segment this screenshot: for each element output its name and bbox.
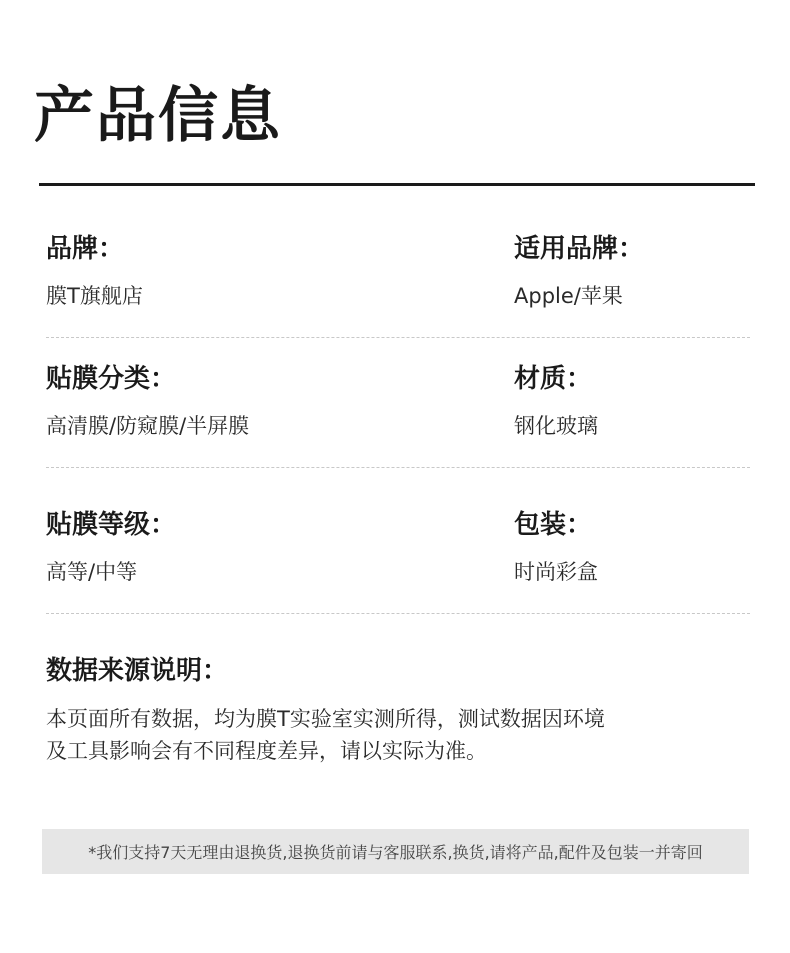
data-source-section: [46, 653, 750, 767]
row-divider: [46, 337, 750, 338]
title-divider: [39, 183, 755, 186]
spec-film-type: [46, 361, 249, 441]
page-title: 产品信息: [34, 81, 282, 151]
spec-value: 钢化玻璃: [514, 414, 598, 438]
data-source-line: 本页面所有数据，均为膜T实验室实测所得，测试数据因环境: [46, 707, 605, 731]
spec-label: 材质：: [514, 364, 593, 394]
row-divider: [46, 613, 750, 614]
spec-value: Apple/苹果: [514, 284, 623, 308]
spec-film-grade: [46, 507, 176, 587]
spec-label: 贴膜等级：: [46, 510, 177, 540]
spec-value: 高等/中等: [46, 560, 138, 584]
spec-packaging: [514, 507, 598, 587]
spec-compatible-brand: [514, 231, 644, 311]
row-divider: [46, 467, 750, 468]
spec-label: 品牌：: [46, 234, 125, 264]
spec-label: 包装：: [514, 510, 593, 540]
return-policy-banner: *我们支持7天无理由退换货,退换货前请与客服联系,换货,请将产品,配件及包装一并寄回: [42, 829, 749, 874]
spec-material: [514, 361, 598, 441]
data-source-label: 数据来源说明：: [46, 656, 229, 686]
spec-value: 时尚彩盒: [514, 560, 598, 584]
spec-label: 贴膜分类：: [46, 364, 177, 394]
data-source-line: 及工具影响会有不同程度差异，请以实际为准。: [46, 739, 487, 763]
spec-value: 膜T旗舰店: [46, 284, 143, 308]
spec-label: 适用品牌：: [514, 234, 645, 264]
spec-brand: [46, 231, 143, 311]
spec-value: 高清膜/防窥膜/半屏膜: [46, 414, 250, 438]
data-source-text: [46, 703, 750, 767]
